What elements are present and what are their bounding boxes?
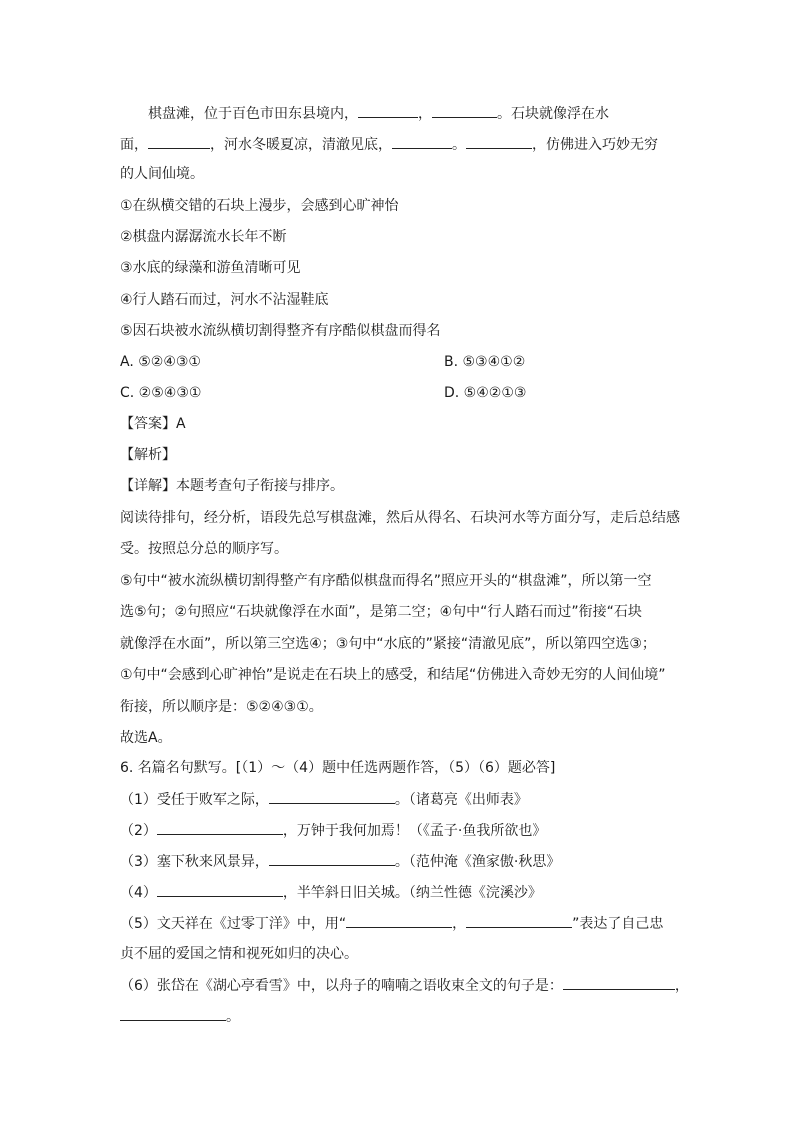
fill-blank[interactable] [466,913,572,928]
explanation-line: ①句中“会感到心旷神怡”是说走在石块上的感受，和结尾“仿佛进入奇妙无穷的人间仙境” [120,667,666,683]
fill-blank[interactable] [346,913,452,928]
choice-b: B. ⑤③④①② [444,354,526,370]
fill-blank[interactable] [157,820,283,835]
q6-item-6-cont [120,1006,240,1027]
q6-item-6 [120,975,689,996]
sentence-option: ②棋盘内潺潺流水长年不断 [120,229,287,245]
sentence-option: ①在纵横交错的石块上漫步，会感到心旷神怡 [120,198,399,214]
passage-text: ，仿佛进入巧妙无穷 [532,137,658,153]
separator: ， [418,106,432,122]
fill-blank[interactable] [269,789,395,804]
q6-text: （3）塞下秋来风景异， [120,854,269,870]
passage-line-1 [148,103,609,124]
analysis-tag: 【解析】 [120,447,176,463]
fill-blank[interactable] [157,882,283,897]
q6-text: 。（诸葛亮《出师表》 [394,792,528,808]
answer-line [120,414,186,434]
choice-d: D. ⑤④②①③ [444,385,527,401]
answer-value: A [176,416,186,432]
separator: ， [452,916,467,932]
fill-blank[interactable] [392,134,452,149]
sentence-option: ③水底的绿藻和游鱼清晰可见 [120,260,301,276]
choice-a: A. ⑤②④③① [120,354,201,370]
passage-line-2 [120,134,658,155]
q6-text: 。（范仲淹《渔家傲·秋思》 [394,854,561,870]
q6-text: （5）文天祥在《过零丁洋》中，用“ [120,916,347,932]
passage-text: ，河水冬暖夏凉，清澈见底， [210,137,392,153]
passage-text: 。石块就像浮在水 [497,106,609,122]
sentence-option: ④行人踏石而过，河水不沾湿鞋底 [120,292,329,308]
conclusion: 故选A。 [120,730,172,746]
q6-item-4 [120,882,542,903]
fill-blank[interactable] [269,851,395,866]
fill-blank[interactable] [148,134,210,149]
passage-text: 。 [452,137,466,153]
q6-heading: 6. 名篇名句默写。[（1）～（4）题中任选两题作答，（5）（6）题必答] [120,760,556,776]
q6-item-5 [120,913,663,934]
q6-text: 。 [226,1009,240,1025]
choice-c: C. ②⑤④③① [120,385,202,401]
detail-tag: 【详解】 [120,478,176,494]
passage-text: 棋盘滩，位于百色市田东县境内， [148,106,358,122]
fill-blank[interactable] [120,1006,226,1021]
explanation-line: ⑤句中“被水流纵横切割得整产有序酷似棋盘而得名”照应开头的“棋盘滩”，所以第一空 [120,573,652,589]
q6-text: ，万钟于我何加焉！（《孟子·鱼我所欲也》 [282,823,547,839]
detail-text: 本题考查句子衔接与排序。 [176,478,344,494]
q6-item-5-cont: 贞不屈的爱国之情和视死如归的决心。 [120,946,358,962]
fill-blank[interactable] [432,103,497,118]
explanation-line: 衔接，所以顺序是：⑤②④③①。 [120,699,323,715]
separator: ， [674,978,689,994]
q6-item-2 [120,820,546,841]
q6-text: （4） [120,885,157,901]
passage-text: 面， [120,137,148,153]
q6-text: ，半竿斜日旧关城。（纳兰性德《浣溪沙》 [282,885,542,901]
sentence-option: ⑤因石块被水流纵横切割得整齐有序酷似棋盘而得名 [120,323,441,339]
answer-tag: 【答案】 [120,416,176,432]
passage-line-3: 的人间仙境。 [120,166,204,182]
explanation-line: 选⑤句；②句照应“石块就像浮在水面”，是第二空；④句中“行人踏石而过”衔接“石块 [120,604,642,620]
q6-item-1 [120,789,528,810]
explanation-line: 受。按照总分总的顺序写。 [120,541,288,557]
fill-blank[interactable] [358,103,418,118]
q6-text: （2） [120,823,157,839]
q6-item-3 [120,851,560,872]
fill-blank[interactable] [466,134,532,149]
q6-text: （1）受任于败军之际， [120,792,269,808]
detail-line [120,476,344,496]
q6-text: （6）张岱在《湖心亭看雪》中，以舟子的喃喃之语收束全文的句子是： [120,978,563,994]
explanation-line: 就像浮在水面”，所以第三空选④；③句中“水底的”紧接“清澈见底”，所以第四空选③； [120,636,656,652]
explanation-line: 阅读待排句，经分析，语段先总写棋盘滩，然后从得名、石块河水等方面分写，走后总结感 [120,510,680,526]
fill-blank[interactable] [563,975,675,990]
q6-text: ”表达了自己忠 [572,916,664,932]
